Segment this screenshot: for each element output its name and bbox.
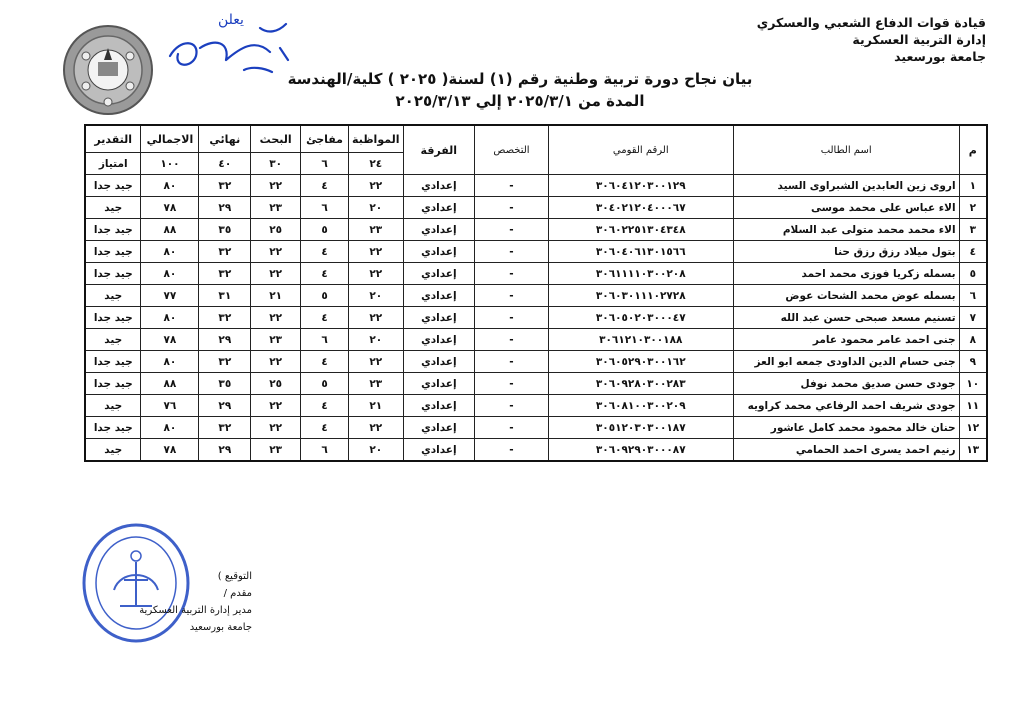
national-id: ٣٠٦٠٢٢٥١٣٠٤٣٤٨	[548, 219, 733, 241]
total-score: ٨٠	[141, 417, 199, 439]
col-header-final: نهائي	[199, 125, 251, 153]
specialty: -	[475, 395, 549, 417]
grade: جيد	[85, 439, 141, 462]
student-name: اروى زين العابدين الشبراوى السيد	[733, 175, 959, 197]
national-id: ٣٠٤٠٢١٢٠٤٠٠٠٦٧	[548, 197, 733, 219]
org-line-2: إدارة التربية العسكرية	[852, 32, 986, 47]
quiz-score: ٥	[301, 219, 349, 241]
student-name: جودى حسن صديق محمد نوفل	[733, 373, 959, 395]
table-row	[85, 307, 987, 329]
final-score: ٣٢	[199, 263, 251, 285]
grade: جيد	[85, 285, 141, 307]
org-line-3: جامعة بورسعيد	[894, 49, 986, 64]
specialty: -	[475, 241, 549, 263]
row-index: ٦	[959, 285, 987, 307]
col-header-national-id: الرقم القومي	[548, 125, 733, 175]
national-id: ٣٠٦٠٣٠١١١٠٢٧٢٨	[548, 285, 733, 307]
signature-block	[62, 568, 252, 636]
student-name: بسمله زكريا فوزى محمد احمد	[733, 263, 959, 285]
document-title	[270, 68, 770, 112]
student-name: بتول ميلاد رزق رزق حنا	[733, 241, 959, 263]
signature-note: يعلن	[218, 12, 244, 28]
specialty: -	[475, 263, 549, 285]
table-row	[85, 395, 987, 417]
grade: جيد جدا	[85, 219, 141, 241]
quiz-score: ٤	[301, 351, 349, 373]
quiz-score: ٤	[301, 263, 349, 285]
specialty: -	[475, 285, 549, 307]
col-header-total: الاجمالي	[141, 125, 199, 153]
attendance-score: ٢٣	[349, 219, 403, 241]
academic-year: إعدادي	[403, 351, 475, 373]
national-id: ٣٠٦٠٩٢٩٠٣٠٠٠٨٧	[548, 439, 733, 462]
research-score: ٢٢	[251, 263, 301, 285]
row-index: ٧	[959, 307, 987, 329]
attendance-score: ٢٢	[349, 263, 403, 285]
table-row	[85, 439, 987, 462]
total-score: ٧٨	[141, 197, 199, 219]
total-score: ٨٠	[141, 175, 199, 197]
total-score: ٨٠	[141, 307, 199, 329]
attendance-score: ٢٣	[349, 373, 403, 395]
col-header-index: م	[959, 125, 987, 175]
table-row	[85, 417, 987, 439]
header-row	[85, 125, 987, 153]
footer-line-1: التوقيع )	[217, 571, 252, 582]
total-score: ٨٠	[141, 241, 199, 263]
academic-year: إعدادي	[403, 219, 475, 241]
specialty: -	[475, 417, 549, 439]
research-score: ٢٣	[251, 329, 301, 351]
grade: جيد جدا	[85, 417, 141, 439]
attendance-score: ٢٠	[349, 285, 403, 307]
row-index: ٩	[959, 351, 987, 373]
student-name: جنى حسام الدين الداودى جمعه ابو العز	[733, 351, 959, 373]
max-attendance: ٢٤	[349, 153, 403, 175]
national-id: ٣٠٦٠٨١٠٠٣٠٠٢٠٩	[548, 395, 733, 417]
total-score: ٧٨	[141, 439, 199, 462]
final-score: ٢٩	[199, 395, 251, 417]
research-score: ٢٢	[251, 395, 301, 417]
table-row	[85, 175, 987, 197]
total-score: ٧٧	[141, 285, 199, 307]
issuing-authority	[757, 14, 986, 65]
row-index: ٨	[959, 329, 987, 351]
student-name: حنان خالد محمود محمد كامل عاشور	[733, 417, 959, 439]
research-score: ٢٥	[251, 373, 301, 395]
academic-year: إعدادي	[403, 439, 475, 462]
grade: جيد	[85, 395, 141, 417]
specialty: -	[475, 219, 549, 241]
total-score: ٨٨	[141, 219, 199, 241]
academic-year: إعدادي	[403, 329, 475, 351]
attendance-score: ٢٢	[349, 307, 403, 329]
total-score: ٨٠	[141, 351, 199, 373]
final-score: ٣٢	[199, 175, 251, 197]
academic-year: إعدادي	[403, 307, 475, 329]
student-name: جودى شريف احمد الرفاعي محمد كراويه	[733, 395, 959, 417]
academic-year: إعدادي	[403, 417, 475, 439]
academic-year: إعدادي	[403, 175, 475, 197]
row-index: ١٢	[959, 417, 987, 439]
row-index: ٣	[959, 219, 987, 241]
footer-line-3: مدير إدارة التربية العسكرية	[139, 605, 252, 616]
quiz-score: ٤	[301, 417, 349, 439]
research-score: ٢٣	[251, 439, 301, 462]
grade: جيد جدا	[85, 241, 141, 263]
grade: جيد جدا	[85, 263, 141, 285]
student-name: الاء محمد محمد متولى عبد السلام	[733, 219, 959, 241]
final-score: ٣٢	[199, 417, 251, 439]
academic-year: إعدادي	[403, 285, 475, 307]
national-id: ٣٠٦٠٤١٢٠٣٠٠١٢٩	[548, 175, 733, 197]
table-row	[85, 373, 987, 395]
specialty: -	[475, 175, 549, 197]
attendance-score: ٢٠	[349, 439, 403, 462]
row-index: ٢	[959, 197, 987, 219]
col-header-specialty: التخصص	[475, 125, 549, 175]
final-score: ٣٥	[199, 373, 251, 395]
table-row	[85, 263, 987, 285]
student-name: جنى احمد عامر محمود عامر	[733, 329, 959, 351]
specialty: -	[475, 439, 549, 462]
research-score: ٢٢	[251, 175, 301, 197]
specialty: -	[475, 329, 549, 351]
title-line-2: المدة من ٢٠٢٥/٣/١ إلي ٢٠٢٥/٣/١٣	[395, 92, 645, 110]
grade: جيد	[85, 329, 141, 351]
footer-line-2: مقدم /	[223, 588, 252, 599]
research-score: ٢١	[251, 285, 301, 307]
col-header-research: البحث	[251, 125, 301, 153]
total-score: ٧٦	[141, 395, 199, 417]
final-score: ٢٩	[199, 439, 251, 462]
title-line-1: بيان نجاح دورة تربية وطنية رقم (١) لسنة( ٢٠٢٥ ) كلية/الهندسة	[287, 70, 753, 88]
quiz-score: ٤	[301, 175, 349, 197]
row-index: ٤	[959, 241, 987, 263]
col-header-quiz: مفاجئ	[301, 125, 349, 153]
student-name: رنيم احمد يسرى احمد الحمامي	[733, 439, 959, 462]
quiz-score: ٦	[301, 439, 349, 462]
row-index: ١٣	[959, 439, 987, 462]
table-row	[85, 197, 987, 219]
ministry-emblem-logo	[62, 24, 154, 116]
org-line-1: قيادة قوات الدفاع الشعبي والعسكري	[756, 15, 986, 30]
col-header-name: اسم الطالب	[733, 125, 959, 175]
max-total: ١٠٠	[141, 153, 199, 175]
grade: جيد	[85, 197, 141, 219]
student-name: الاء عباس على محمد موسى	[733, 197, 959, 219]
table-row	[85, 219, 987, 241]
row-index: ١	[959, 175, 987, 197]
research-score: ٢٥	[251, 219, 301, 241]
col-header-attendance: المواظبة	[349, 125, 403, 153]
final-score: ٣٥	[199, 219, 251, 241]
grade: جيد جدا	[85, 373, 141, 395]
row-index: ١١	[959, 395, 987, 417]
final-score: ٣٢	[199, 241, 251, 263]
quiz-score: ٦	[301, 329, 349, 351]
quiz-score: ٤	[301, 241, 349, 263]
research-score: ٢٢	[251, 241, 301, 263]
final-score: ٢٩	[199, 329, 251, 351]
academic-year: إعدادي	[403, 395, 475, 417]
max-research: ٣٠	[251, 153, 301, 175]
specialty: -	[475, 307, 549, 329]
national-id: ٣٠٦٠٥٠٢٠٣٠٠٠٤٧	[548, 307, 733, 329]
specialty: -	[475, 197, 549, 219]
max-final: ٤٠	[199, 153, 251, 175]
col-header-grade: التقدير	[85, 125, 141, 153]
final-score: ٢٩	[199, 197, 251, 219]
attendance-score: ٢١	[349, 395, 403, 417]
academic-year: إعدادي	[403, 197, 475, 219]
row-index: ٥	[959, 263, 987, 285]
national-id: ٣٠٦٠٤٠٦١٣٠١٥٦٦	[548, 241, 733, 263]
research-score: ٢٢	[251, 307, 301, 329]
specialty: -	[475, 373, 549, 395]
total-score: ٨٨	[141, 373, 199, 395]
research-score: ٢٢	[251, 351, 301, 373]
student-name: تسنيم مسعد صبحى حسن عبد الله	[733, 307, 959, 329]
table-row	[85, 329, 987, 351]
table-row	[85, 285, 987, 307]
quiz-score: ٤	[301, 307, 349, 329]
specialty: -	[475, 351, 549, 373]
academic-year: إعدادي	[403, 263, 475, 285]
national-id: ٣٠٦١٢١٠٣٠٠١٨٨	[548, 329, 733, 351]
academic-year: إعدادي	[403, 241, 475, 263]
footer-line-4: جامعة بورسعيد	[189, 622, 252, 633]
attendance-score: ٢٠	[349, 329, 403, 351]
col-header-year: الفرقة	[403, 125, 475, 175]
table-row	[85, 241, 987, 263]
national-id: ٣٠٦١١١١٠٣٠٠٢٠٨	[548, 263, 733, 285]
research-score: ٢٣	[251, 197, 301, 219]
attendance-score: ٢٢	[349, 417, 403, 439]
national-id: ٣٠٦٠٩٢٨٠٣٠٠٢٨٣	[548, 373, 733, 395]
table-row	[85, 351, 987, 373]
attendance-score: ٢٢	[349, 241, 403, 263]
final-score: ٣١	[199, 285, 251, 307]
national-id: ٣٠٥١٢٠٣٠٣٠٠١٨٧	[548, 417, 733, 439]
row-index: ١٠	[959, 373, 987, 395]
quiz-score: ٤	[301, 395, 349, 417]
quiz-score: ٥	[301, 373, 349, 395]
national-id: ٣٠٦٠٥٢٩٠٣٠٠١٦٢	[548, 351, 733, 373]
quiz-score: ٥	[301, 285, 349, 307]
quiz-score: ٦	[301, 197, 349, 219]
student-name: بسمله عوض محمد الشحات عوض	[733, 285, 959, 307]
max-quiz: ٦	[301, 153, 349, 175]
grade: جيد جدا	[85, 175, 141, 197]
total-score: ٨٠	[141, 263, 199, 285]
grade: جيد جدا	[85, 351, 141, 373]
grade: جيد جدا	[85, 307, 141, 329]
research-score: ٢٢	[251, 417, 301, 439]
total-score: ٧٨	[141, 329, 199, 351]
results-table	[84, 124, 988, 462]
final-score: ٣٢	[199, 351, 251, 373]
academic-year: إعدادي	[403, 373, 475, 395]
attendance-score: ٢٢	[349, 175, 403, 197]
max-grade: امتياز	[85, 153, 141, 175]
attendance-score: ٢٠	[349, 197, 403, 219]
attendance-score: ٢٢	[349, 351, 403, 373]
final-score: ٣٢	[199, 307, 251, 329]
